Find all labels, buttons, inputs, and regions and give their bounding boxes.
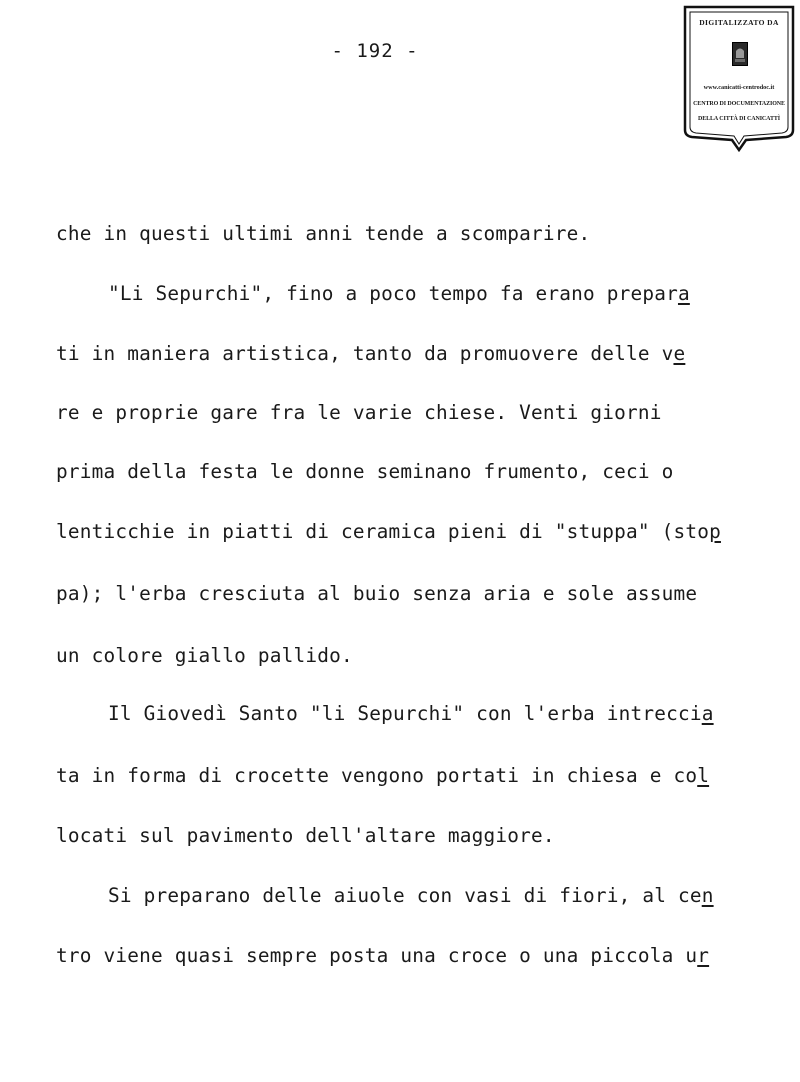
text-line: ta in forma di crocette vengono portati in chiesa e col bbox=[56, 764, 710, 787]
text-line: un colore giallo pallido. bbox=[56, 644, 353, 667]
text-line: lenticchie in piatti di ceramica pieni di "stuppa" (stop bbox=[56, 520, 721, 543]
text-line: Si preparano delle aiuole con vasi di fiori, al cen bbox=[108, 884, 714, 907]
page-number: - 192 - bbox=[331, 40, 419, 62]
text-line: tro viene quasi sempre posta una croce o una piccola ur bbox=[56, 944, 710, 967]
text-line: locati sul pavimento dell'altare maggiore. bbox=[56, 824, 555, 847]
text-line: prima della festa le donne seminano frumento, ceci o bbox=[56, 460, 674, 483]
stamp-url: www.canicatti-centrodoc.it bbox=[703, 84, 775, 91]
text-line: re e proprie gare fra le varie chiese. Venti giorni bbox=[56, 401, 662, 424]
stamp-line-1: CENTRO DI DOCUMENTAZIONE bbox=[693, 101, 785, 107]
text-line: pa); l'erba cresciuta al buio senza aria e sole assume bbox=[56, 582, 698, 605]
text-line: ti in maniera artistica, tanto da promuovere delle ve bbox=[56, 342, 686, 365]
text-line: Il Giovedì Santo "li Sepurchi" con l'erba intreccia bbox=[108, 702, 714, 725]
stamp-line-2: DELLA CITTÀ DI CANICATTÌ bbox=[697, 116, 780, 122]
text-line: "Li Sepurchi", fino a poco tempo fa erano prepara bbox=[108, 282, 690, 305]
stamp-title: DIGITALIZZATO DA bbox=[699, 18, 779, 27]
text-line: che in questi ultimi anni tende a scomparire. bbox=[56, 222, 591, 245]
